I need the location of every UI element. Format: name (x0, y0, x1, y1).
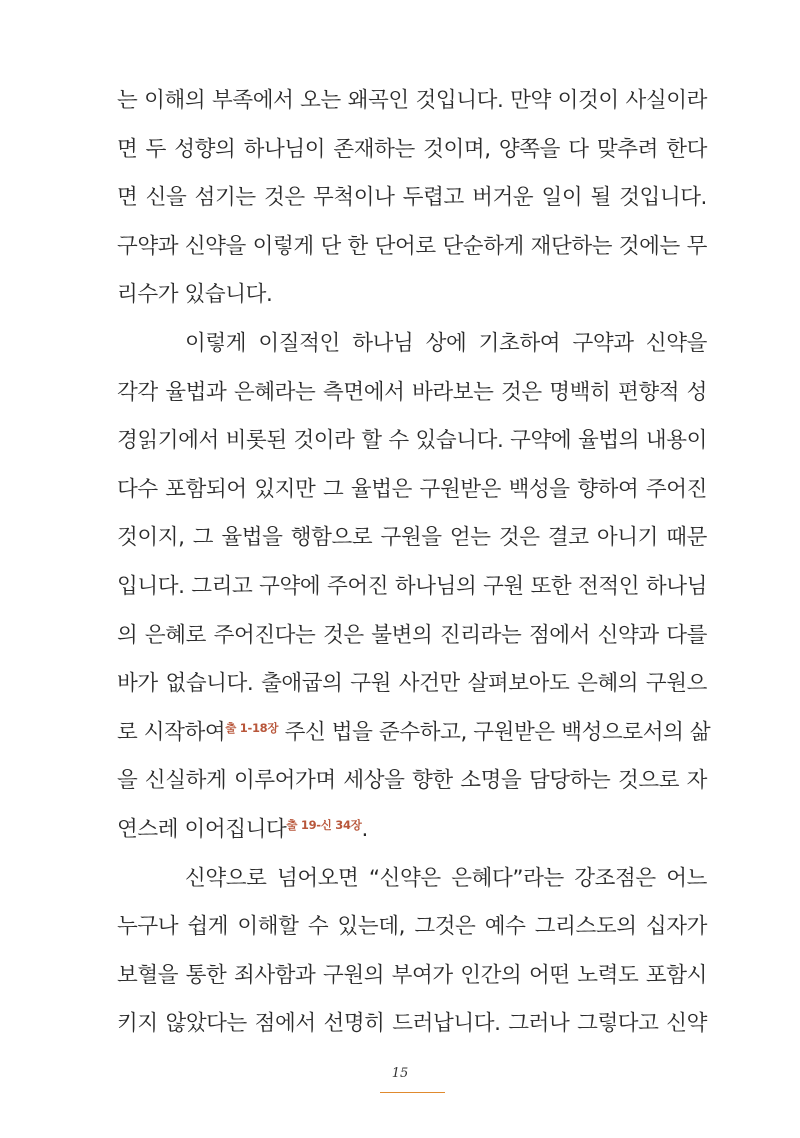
text-line: 키지 않았다는 점에서 선명히 드러납니다. 그러나 그렇다고 신약 (117, 1011, 707, 1037)
text-line: 바가 없습니다. 출애굽의 구원 사건만 살펴보아도 은혜의 구원으 (117, 671, 707, 697)
page-number: 15 (391, 1066, 409, 1081)
text-segment: . (361, 816, 368, 842)
text-line: 경읽기에서 비롯된 것이라 할 수 있습니다. 구약에 율법의 내용이 (117, 428, 707, 454)
page-footer (0, 1062, 800, 1081)
text-line: 을 신실하게 이루어가며 세상을 향한 소명을 담당하는 것으로 자 (117, 768, 707, 794)
text-line: 다수 포함되어 있지만 그 율법은 구원받은 백성을 향하여 주어진 (117, 476, 707, 502)
text-segment: 로 시작하여 (117, 719, 226, 745)
text-line: 입니다. 그리고 구약에 주어진 하나님의 구원 또한 전적인 하나님 (117, 573, 707, 599)
text-line: 것이지, 그 율법을 행함으로 구원을 얻는 것은 결코 아니기 때문 (117, 525, 707, 551)
text-line: 면 두 성향의 하나님이 존재하는 것이며, 양쪽을 다 맞추려 한다 (117, 136, 707, 162)
text-line: 누구나 쉽게 이해할 수 있는데, 그것은 예수 그리스도의 십자가 (117, 914, 707, 940)
text-line-with-reference (117, 806, 707, 855)
scripture-reference: 출 1-18장 (225, 720, 279, 735)
text-line-with-reference (117, 709, 711, 758)
text-line: 리수가 있습니다. (117, 282, 273, 308)
body-text (117, 77, 711, 1049)
text-line: 면 신을 섬기는 것은 무척이나 두렵고 버거운 일이 될 것입니다. (117, 185, 707, 211)
footer-rule (380, 1092, 445, 1093)
text-segment: 연스레 이어집니다 (117, 816, 287, 842)
scripture-reference: 출 19-신 34장 (286, 817, 362, 832)
paragraph-first-line: 신약으로 넘어오면 “신약은 은혜다”라는 강조점은 어느 (185, 865, 707, 891)
text-line: 보혈을 통한 죄사함과 구원의 부여가 인간의 어떤 노력도 포함시 (117, 962, 707, 988)
paragraph-first-line: 이렇게 이질적인 하나님 상에 기초하여 구약과 신약을 (185, 330, 707, 356)
text-line: 구약과 신약을 이렇게 단 한 단어로 단순하게 재단하는 것에는 무 (117, 233, 707, 259)
text-line: 각각 율법과 은혜라는 측면에서 바라보는 것은 명백히 편향적 성 (117, 379, 707, 405)
text-segment: 주신 법을 준수하고, 구원받은 백성으로서의 삶 (278, 719, 711, 745)
text-line: 의 은혜로 주어진다는 것은 불변의 진리라는 점에서 신약과 다를 (117, 622, 707, 648)
text-line: 는 이해의 부족에서 오는 왜곡인 것입니다. 만약 이것이 사실이라 (117, 88, 707, 113)
